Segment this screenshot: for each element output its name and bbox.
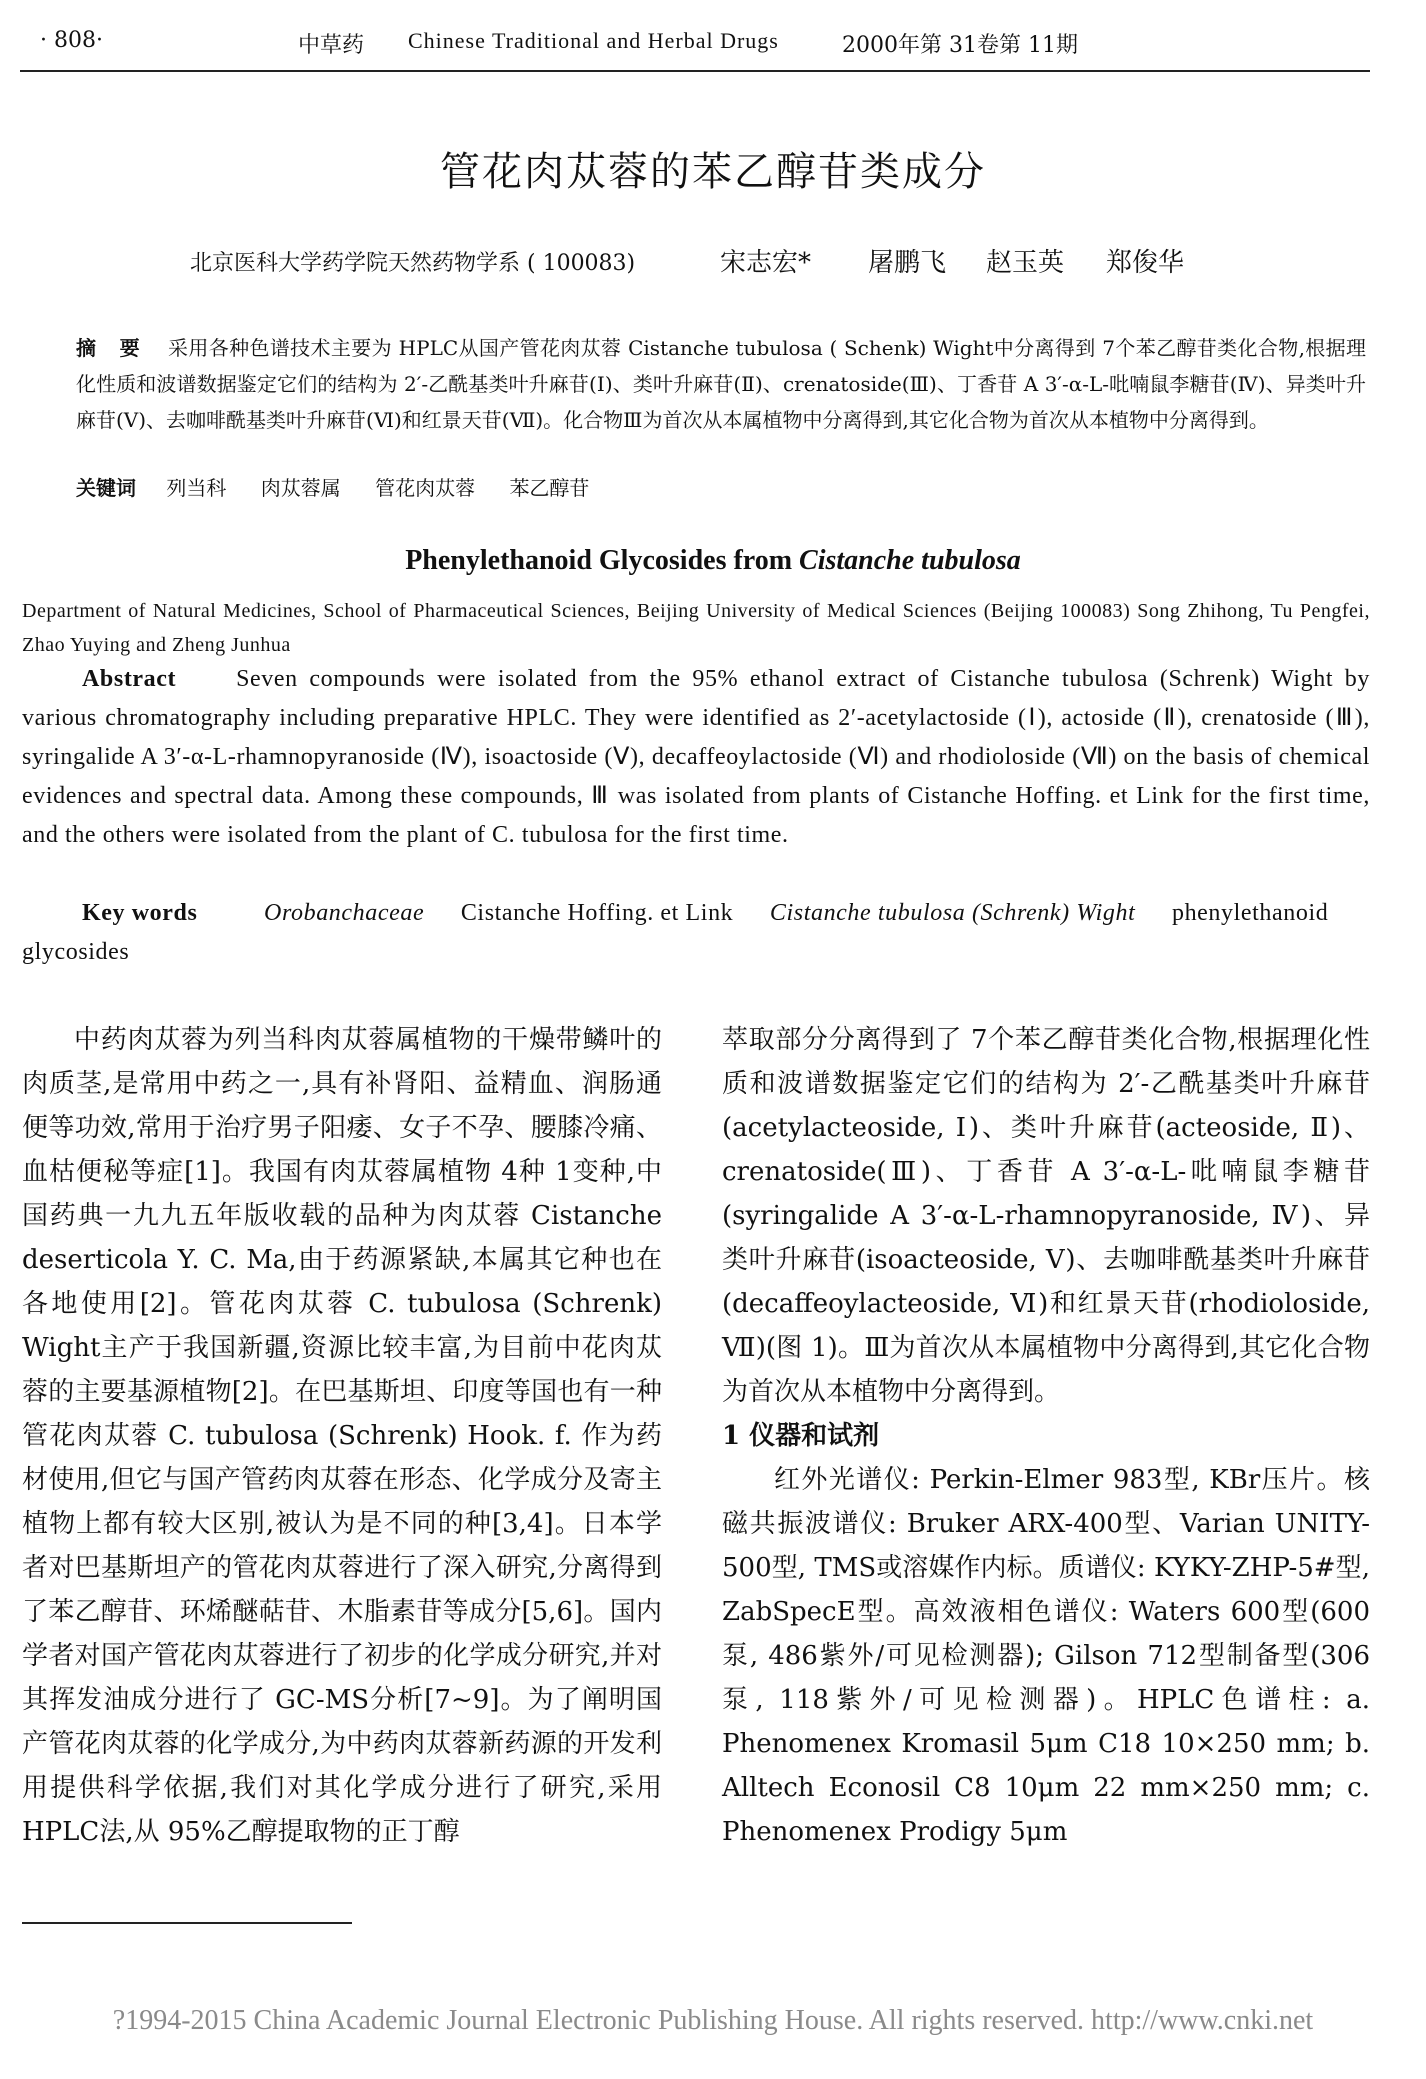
author-4: 郑俊华 xyxy=(1106,248,1185,278)
keyword-en: Cistanche tubulosa (Schrenk) Wight xyxy=(769,900,1136,926)
institution-cn: 北京医科大学药学院天然药物学系 ( 100083) xyxy=(190,251,636,276)
body-paragraph: 萃取部分分离得到了 7个苯乙醇苷类化合物,根据理化性质和波谱数据鉴定它们的结构为 2′-乙酰基类叶升麻苷(acetylacteoside, Ⅰ)、类叶升麻苷(acteoside, Ⅱ)、crenatoside(Ⅲ)、丁香苷 A 3′-α-L-吡喃鼠李糖苷(syringalide A 3′-α-L-rhamnopyranoside, Ⅳ)、异类叶升麻苷(isoacteoside, Ⅴ)、去咖啡酰基类叶升麻苷(decaffeoylacteoside, Ⅵ)和红景天苷(rhodioloside, Ⅶ)(图 1)。Ⅲ为首次从本属植物中分离得到,其它化合物为首次从本植物中分离得到。 xyxy=(722,1025,1370,1407)
keyword-cn: 苯乙醇苷 xyxy=(509,476,590,500)
keyword-en: Orobanchaceae xyxy=(264,900,425,926)
title-en-plain: Phenylethanoid Glycosides from xyxy=(405,545,800,576)
issue-info: 2000年第 31卷第 11期 xyxy=(842,33,1078,58)
affiliation-en: Department of Natural Medicines, School of Pharmaceutical Sciences, Beijing University of Medical Sciences (Beijing 100083) Song Zhihong, Tu Pengfei, Zhao Yuying and Zheng Junhua xyxy=(22,600,1370,656)
body-column-left xyxy=(22,1018,662,1854)
keywords-cn xyxy=(76,470,1366,506)
keyword-cn: 肉苁蓉属 xyxy=(260,476,341,500)
page-number: · 808· xyxy=(40,28,103,53)
article-title-cn: 管花肉苁蓉的苯乙醇苷类成分 xyxy=(440,149,986,195)
article-title-en xyxy=(0,545,1426,577)
abstract-cn-label: 摘 要 xyxy=(76,336,149,360)
journal-name-en: Chinese Traditional and Herbal Drugs xyxy=(408,28,779,53)
keyword-cn: 管花肉苁蓉 xyxy=(375,476,476,500)
footnote-rule xyxy=(22,1922,352,1924)
abstract-cn-text: 采用各种色谱技术主要为 HPLC从国产管花肉苁蓉 Cistanche tubulosa ( Schenk) Wight中分离得到 7个苯乙醇苷类化合物,根据理化性质和波谱数据鉴定它们的结构为 2′-乙酰基类叶升麻苷(Ⅰ)、类叶升麻苷(Ⅱ)、crenatoside(Ⅲ)、丁香苷 A 3′-α-L-吡喃鼠李糖苷(Ⅳ)、异类叶升麻苷(Ⅴ)、去咖啡酰基类叶升麻苷(Ⅵ)和红景天苷(Ⅶ)。化合物Ⅲ为首次从本属植物中分离得到,其它化合物为首次从本植物中分离得到。 xyxy=(76,336,1367,432)
title-en-species: Cistanche tubulosa xyxy=(799,545,1021,576)
running-header xyxy=(40,28,1370,68)
copyright-footer: ?1994-2015 China Academic Journal Electronic Publishing House. All rights reserved. http://www.cnki.net xyxy=(112,2005,1314,2036)
author-1: 宋志宏* xyxy=(720,248,812,278)
keywords-cn-label: 关键词 xyxy=(76,476,136,500)
affiliation-cn xyxy=(0,246,1426,286)
section-heading: 1 仪器和试剂 xyxy=(722,1421,880,1451)
body-paragraph: 红外光谱仪: Perkin-Elmer 983型, KBr压片。核磁共振波谱仪: Bruker ARX-400型、Varian UNITY-500型, TMS或溶媒作内标。质谱仪: KYKY-ZHP-5#型, ZabSpecE型。高效液相色谱仪: Waters 600型(600泵, 486紫外/可见检测器); Gilson 712型制备型(306泵, 118紫外/可见检测器)。HPLC色谱柱: a. Phenomenex Kromasil 5μm C18 10×250 mm; b. Alltech Econosil C8 10μm 22 mm×250 mm; c. Phenomenex Prodigy 5μm xyxy=(722,1465,1370,1847)
author-2: 屠鹏飞 xyxy=(868,248,947,278)
keywords-en xyxy=(22,894,1370,972)
author-3: 赵玉英 xyxy=(986,248,1065,278)
body-column-right xyxy=(722,1018,1370,1854)
keyword-en: phenylethanoid glycosides xyxy=(22,900,1329,965)
header-rule xyxy=(20,70,1370,72)
keyword-en: Cistanche Hoffing. et Link xyxy=(460,900,734,926)
abstract-en xyxy=(22,660,1370,855)
journal-name-cn: 中草药 xyxy=(298,33,365,58)
keyword-cn: 列当科 xyxy=(166,476,227,500)
abstract-en-text: Seven compounds were isolated from the 95% ethanol extract of Cistanche tubulosa (Schrenk) Wight by various chromatography including preparative HPLC. They were identified as 2′-acetylactoside (Ⅰ), actoside (Ⅱ), crenatoside (Ⅲ), syringalide A 3′-α-L-rhamnopyranoside (Ⅳ), isoactoside (Ⅴ), decaffeoylactoside (Ⅵ) and rhodioloside (Ⅶ) on the basis of chemical evidences and spectral data. Among these compounds, Ⅲ was isolated from plants of Cistanche Hoffing. et Link for the first time, and the others were isolated from the plant of C. tubulosa for the first time. xyxy=(22,666,1370,848)
abstract-cn xyxy=(76,330,1366,438)
body-paragraph: 中药肉苁蓉为列当科肉苁蓉属植物的干燥带鳞叶的肉质茎,是常用中药之一,具有补肾阳、益精血、润肠通便等功效,常用于治疗男子阳痿、女子不孕、腰膝冷痛、血枯便秘等症[1]。我国有肉苁蓉属植物 4种 1变种,中国药典一九九五年版收载的品种为肉苁蓉 Cistanche deserticola Y. C. Ma,由于药源紧缺,本属其它种也在各地使用[2]。管花肉苁蓉 C. tubulosa (Schrenk) Wight主产于我国新疆,资源比较丰富,为目前中花肉苁蓉的主要基源植物[2]。在巴基斯坦、印度等国也有一种管花肉苁蓉 C. tubulosa (Schrenk) Hook. f. 作为药材使用,但它与国产管药肉苁蓉在形态、化学成分及寄主植物上都有较大区别,被认为是不同的种[3,4]。日本学者对巴基斯坦产的管花肉苁蓉进行了深入研究,分离得到了苯乙醇苷、环烯醚萜苷、木脂素苷等成分[5,6]。国内学者对国产管花肉苁蓉进行了初步的化学成分研究,并对其挥发油成分进行了 GC-MS分析[7~9]。为了阐明国产管花肉苁蓉的化学成分,为中药肉苁蓉新药源的开发利用提供科学依据,我们对其化学成分进行了研究,采用 HPLC法,从 95%乙醇提取物的正丁醇 xyxy=(22,1025,662,1847)
abstract-en-label: Abstract xyxy=(82,666,177,692)
keywords-en-label: Key words xyxy=(82,900,198,926)
